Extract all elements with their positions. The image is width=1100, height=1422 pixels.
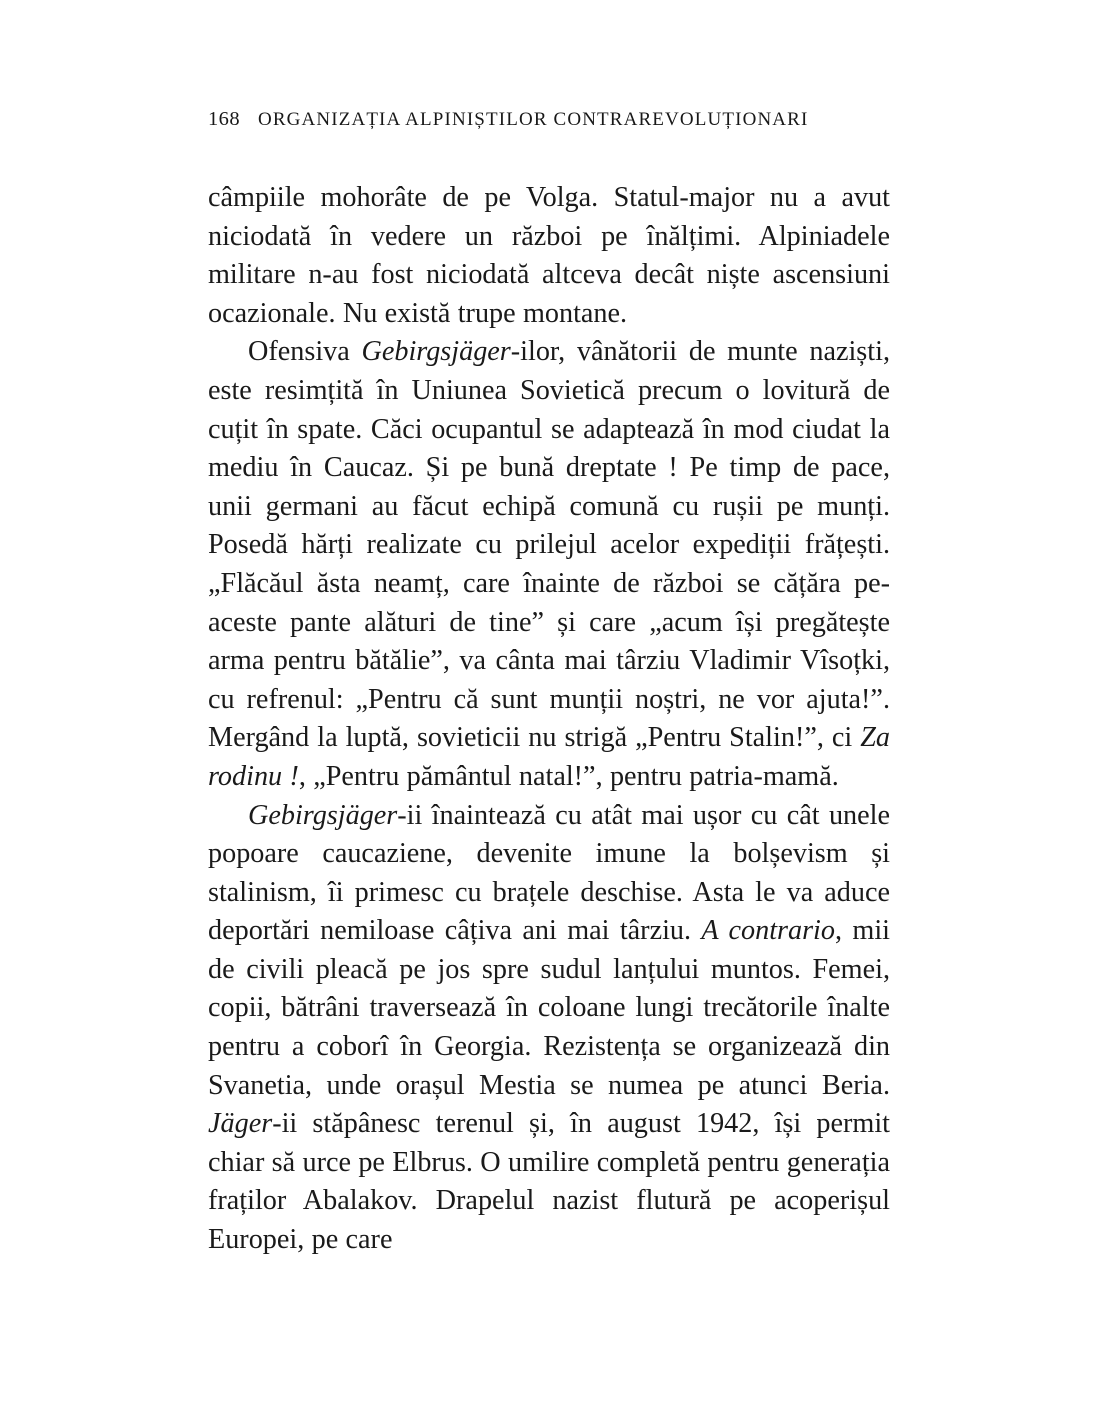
running-title: ORGANIZAȚIA ALPINIȘTILOR CONTRAREVOLUȚIONARI	[257, 109, 809, 130]
text-run: -ii înaintează cu atât mai ușor cu cât unele popoare caucaziene, devenite imune la bolșevism și stalinism, îi primesc cu brațele deschise. Asta le va aduce deportări nemiloase câțiva ani mai târziu.	[208, 799, 890, 947]
text-run: câmpiile mohorâte de pe Volga. Statul-major nu a avut niciodată în vedere un război pe înălțimi. Alpiniadele militare n-au fost niciodată altceva decât niște ascensiuni ocazionale. Nu există trupe montane.	[208, 182, 890, 329]
text-run: Ofensiva	[248, 336, 362, 368]
text-run: , „Pentru pământul natal!”, pentru patria-mamă.	[298, 760, 839, 792]
italic-run: Gebirgsjäger	[361, 336, 511, 368]
text-run: -ilor, vânătorii de munte naziști, este resimțită în Uniunea Sovietică precum o lovitură de cuțit în spate. Căci ocupantul se adaptează în mod ciudat la mediu în Caucaz. Și pe bună dreptate ! Pe timp de pace, unii germani au făcut echipă comună cu rușii pe munți. Posedă hărți realizate cu prilejul acelor expediții frățești. „Flăcăul ăsta neamț, care înainte de război se cățăra pe-aceste pante alături de tine” și care „acum își pregătește arma pentru bătălie”, va cânta mai târziu Vladimir Vîsoțki, cu refrenul: „Pentru că sunt munții noștri, ne vor ajuta!”. Mergând la luptă, sovieticii nu strigă „Pentru Stalin!”, ci	[208, 336, 890, 754]
page-number: 168	[208, 108, 240, 130]
italic-run: Jäger	[208, 1108, 273, 1140]
paragraph	[208, 797, 890, 1260]
running-head	[208, 108, 890, 131]
text-run: -ii stăpânesc terenul și, în august 1942, își permit chiar să urce pe Elbrus. O umilire completă pentru generația fraților Abalakov. Drapelul nazist flutură pe acoperișul Europei, pe care	[208, 1108, 890, 1256]
text-run: , mii de civili pleacă pe jos spre sudul lanțului muntos. Femei, copii, bătrâni traversează în coloane lungi trecătorile înalte pentru a coborî în Georgia. Rezistența se organizează din Svanetia, unde orașul Mestia se numea pe atunci Beria.	[208, 915, 890, 1101]
paragraph	[208, 333, 890, 796]
italic-run: Gebirgsjäger	[248, 799, 398, 831]
italic-run: A contrario	[701, 915, 835, 947]
paragraph	[208, 179, 890, 333]
page-content	[208, 108, 890, 1260]
body-text	[208, 179, 890, 1260]
italic-run: Za rodinu !	[208, 722, 890, 792]
